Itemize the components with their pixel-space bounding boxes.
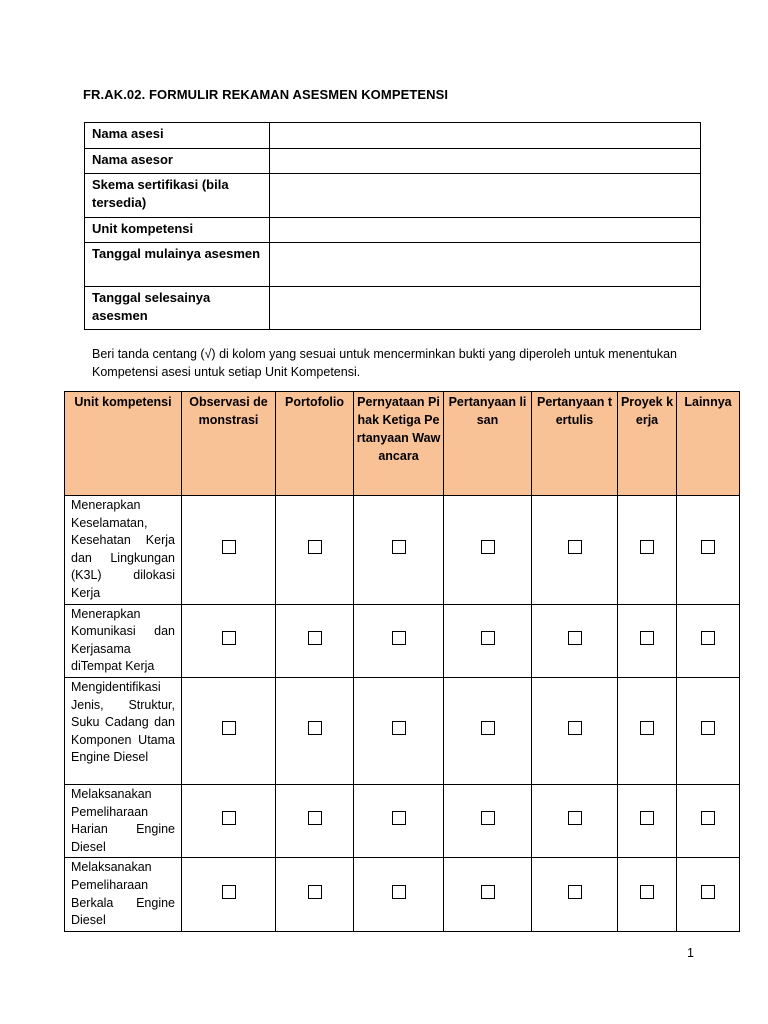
checkbox-observasi[interactable] [222, 540, 236, 554]
checkbox-portofolio[interactable] [308, 540, 322, 554]
info-row [85, 218, 701, 243]
checkbox-portofolio[interactable] [308, 631, 322, 645]
header-pertanyaan-lisan: Pertanyaan lisan [444, 392, 532, 496]
checkbox-lainnya[interactable] [701, 721, 715, 735]
checkbox-tertulis[interactable] [568, 811, 582, 825]
evidence-header-row [65, 392, 740, 496]
unit-name: Mengidentifikasi Jenis, Struktur, Suku Cadang dan Komponen Utama Engine Diesel [65, 677, 182, 784]
instruction-text: Beri tanda centang (√) di kolom yang sesuai untuk mencerminkan bukti yang diperoleh untuk menentukan Kompetensi asesi untuk setiap Unit Kompetensi. [92, 347, 677, 379]
checkbox-proyek[interactable] [640, 885, 654, 899]
unit-name: Melaksanakan Pemeliharaan Harian Engine Diesel [65, 784, 182, 857]
checkbox-lainnya[interactable] [701, 631, 715, 645]
checkbox-observasi[interactable] [222, 721, 236, 735]
info-label-skema-sertifikasi: Skema sertifikasi (bila tersedia) [85, 174, 270, 218]
checkbox-lisan[interactable] [481, 721, 495, 735]
checkbox-lainnya[interactable] [701, 885, 715, 899]
checkbox-tertulis[interactable] [568, 631, 582, 645]
info-label-nama-asesor: Nama asesor [85, 149, 270, 174]
checkbox-observasi[interactable] [222, 885, 236, 899]
header-lainnya: Lainnya [677, 392, 740, 496]
checkbox-tertulis[interactable] [568, 885, 582, 899]
checkbox-proyek[interactable] [640, 631, 654, 645]
assessment-info-table [84, 122, 701, 330]
checkbox-observasi[interactable] [222, 631, 236, 645]
table-row [65, 604, 740, 677]
info-label-unit-kompetensi: Unit kompetensi [85, 218, 270, 243]
info-value-unit-kompetensi[interactable] [270, 218, 701, 243]
checkbox-lisan[interactable] [481, 540, 495, 554]
info-value-skema-sertifikasi[interactable] [270, 174, 701, 218]
page-number: 1 [687, 946, 694, 960]
checkbox-pernyataan[interactable] [392, 721, 406, 735]
checkbox-lisan[interactable] [481, 885, 495, 899]
info-row [85, 287, 701, 330]
header-observasi-demonstrasi: Observasi demonstrasi [182, 392, 276, 496]
table-row [65, 784, 740, 857]
header-unit-kompetensi: Unit kompetensi [65, 392, 182, 496]
checkbox-lainnya[interactable] [701, 811, 715, 825]
checkbox-portofolio[interactable] [308, 885, 322, 899]
header-pertanyaan-tertulis: Pertanyaan tertulis [532, 392, 618, 496]
checkbox-pernyataan[interactable] [392, 540, 406, 554]
checkbox-proyek[interactable] [640, 721, 654, 735]
unit-name: Menerapkan Komunikasi dan Kerjasama diTempat Kerja [65, 604, 182, 677]
checkbox-proyek[interactable] [640, 811, 654, 825]
info-label-nama-asesi: Nama asesi [85, 123, 270, 149]
checkbox-lisan[interactable] [481, 811, 495, 825]
info-row [85, 243, 701, 287]
header-proyek-kerja: Proyek kerja [618, 392, 677, 496]
info-value-nama-asesor[interactable] [270, 149, 701, 174]
unit-name: Melaksanakan Pemeliharaan Berkala Engine Diesel [65, 858, 182, 931]
info-row [85, 149, 701, 174]
checkbox-proyek[interactable] [640, 540, 654, 554]
info-value-tanggal-mulai[interactable] [270, 243, 701, 287]
checkbox-portofolio[interactable] [308, 811, 322, 825]
checkbox-lainnya[interactable] [701, 540, 715, 554]
unit-name: Menerapkan Keselamatan, Kesehatan Kerja dan Lingkungan (K3L) dilokasi Kerja [65, 496, 182, 605]
evidence-table [64, 391, 740, 932]
document-title: FR.AK.02. FORMULIR REKAMAN ASESMEN KOMPETENSI [83, 87, 449, 102]
table-row [65, 496, 740, 605]
info-row [85, 174, 701, 218]
info-value-tanggal-selesai[interactable] [270, 287, 701, 330]
info-label-tanggal-mulai: Tanggal mulainya asesmen [85, 243, 270, 287]
checkbox-observasi[interactable] [222, 811, 236, 825]
checkbox-pernyataan[interactable] [392, 885, 406, 899]
info-value-nama-asesi[interactable] [270, 123, 701, 149]
header-portofolio: Portofolio [276, 392, 354, 496]
table-row [65, 677, 740, 784]
checkbox-portofolio[interactable] [308, 721, 322, 735]
header-pernyataan-pihak-ketiga: Pernyataan Pihak Ketiga Pertanyaan Wawancara [354, 392, 444, 496]
checkbox-lisan[interactable] [481, 631, 495, 645]
info-label-tanggal-selesai: Tanggal selesainya asesmen [85, 287, 270, 330]
info-row [85, 123, 701, 149]
checkbox-tertulis[interactable] [568, 721, 582, 735]
table-row [65, 858, 740, 931]
checkbox-pernyataan[interactable] [392, 631, 406, 645]
checkbox-tertulis[interactable] [568, 540, 582, 554]
checkbox-pernyataan[interactable] [392, 811, 406, 825]
